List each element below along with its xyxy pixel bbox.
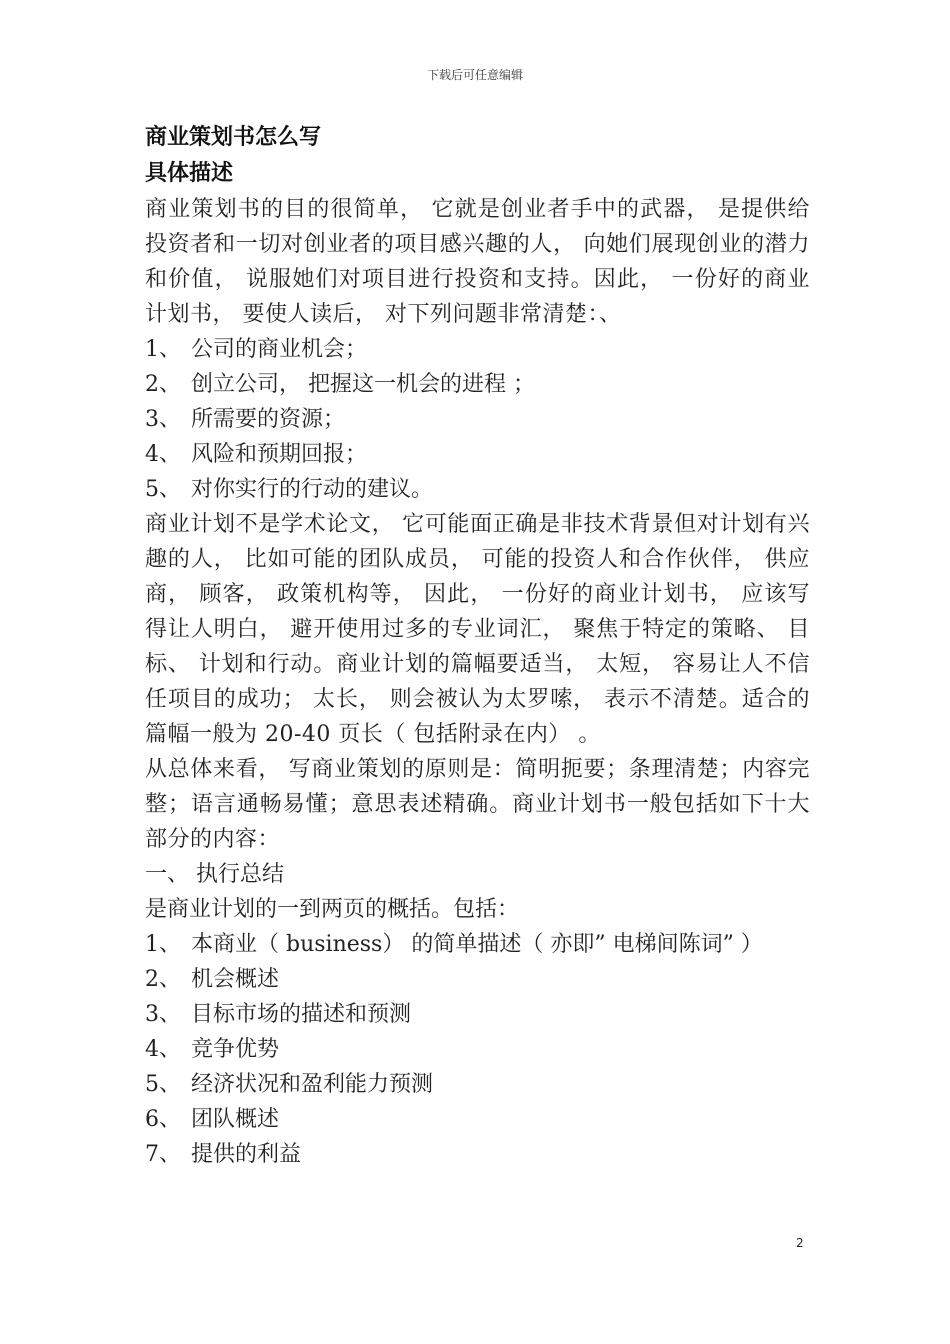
list-number: 4、 bbox=[145, 442, 181, 467]
list-number: 6、 bbox=[145, 1107, 181, 1132]
list-number: 5、 bbox=[145, 477, 181, 502]
list-number: 5、 bbox=[145, 1072, 181, 1097]
document-subtitle: 具体描述 bbox=[145, 161, 234, 186]
section-intro: 是商业计划的一到两页的概括。包括： bbox=[145, 897, 520, 922]
list-number: 4、 bbox=[145, 1037, 181, 1062]
list-item bbox=[145, 927, 810, 962]
list-number: 2、 bbox=[145, 967, 181, 992]
principles-paragraph: 从总体来看， 写商业策划的原则是：简明扼要；条理清楚；内容完整；语言通畅易懂；意思表述精确。商业计划书一般包括如下十大部分的内容： bbox=[145, 757, 810, 852]
list-item bbox=[145, 437, 810, 472]
list-number: 1、 bbox=[145, 932, 181, 957]
list-text: 经济状况和盈利能力预测 bbox=[191, 1072, 434, 1097]
business-plan-paragraph: 商业计划不是学术论文， 它可能面正确是非技术背景但对计划有兴趣的人， 比如可能的团队成员， 可能的投资人和合作伙伴， 供应商， 顾客， 政策机构等， 因此， 一份好的商业计划书， 应该写得让人明白， 避开使用过多的专业词汇， 聚焦于特定的策略、 目标、 计划和行动。商业计划的篇幅要适当， 太短， 容易让人不信任项目的成功； 太长， 则会被认为太罗嗦， 表示不清楚。适合的篇幅一般为 20-40 页长（ 包括附录在内） 。 bbox=[145, 512, 810, 747]
list-text: 竞争优势 bbox=[191, 1037, 280, 1062]
list-number: 1、 bbox=[145, 337, 181, 362]
list-text: 公司的商业机会； bbox=[191, 337, 368, 362]
list-text: 目标市场的描述和预测 bbox=[191, 1002, 412, 1027]
list-text: 所需要的资源； bbox=[191, 407, 346, 432]
list-item bbox=[145, 962, 810, 997]
page-header: 下载后可任意编辑 bbox=[426, 68, 523, 82]
section-heading: 一、 执行总结 bbox=[145, 862, 284, 887]
list-number: 2、 bbox=[145, 372, 181, 397]
questions-list bbox=[145, 332, 810, 507]
list-item bbox=[145, 1032, 810, 1067]
list-item bbox=[145, 402, 810, 437]
list-number: 3、 bbox=[145, 407, 181, 432]
list-item bbox=[145, 472, 810, 507]
document-title: 商业策划书怎么写 bbox=[145, 125, 322, 150]
list-text: 团队概述 bbox=[191, 1107, 280, 1132]
list-text: 对你实行的行动的建议。 bbox=[191, 477, 434, 502]
list-item bbox=[145, 367, 810, 402]
list-text: 创立公司， 把握这一机会的进程 ； bbox=[191, 372, 535, 397]
list-item bbox=[145, 997, 810, 1032]
list-item bbox=[145, 1137, 810, 1172]
intro-paragraph: 商业策划书的目的很简单， 它就是创业者手中的武器， 是提供给投资者和一切对创业者的项目感兴趣的人， 向她们展现创业的潜力和价值， 说服她们对项目进行投资和支持。因此， 一份好的商业计划书， 要使人读后， 对下列问题非常清楚：、 bbox=[145, 197, 810, 327]
page-number: 2 bbox=[796, 1236, 804, 1250]
list-item bbox=[145, 332, 810, 367]
list-number: 7、 bbox=[145, 1142, 181, 1167]
list-text: 本商业（ business） 的简单描述（ 亦即” 电梯间陈词” ） bbox=[191, 932, 763, 957]
list-text: 风险和预期回报； bbox=[191, 442, 368, 467]
document-body bbox=[145, 120, 810, 1172]
list-text: 提供的利益 bbox=[191, 1142, 302, 1167]
summary-list bbox=[145, 927, 810, 1172]
list-item bbox=[145, 1067, 810, 1102]
list-text: 机会概述 bbox=[191, 967, 280, 992]
list-item bbox=[145, 1102, 810, 1137]
list-number: 3、 bbox=[145, 1002, 181, 1027]
